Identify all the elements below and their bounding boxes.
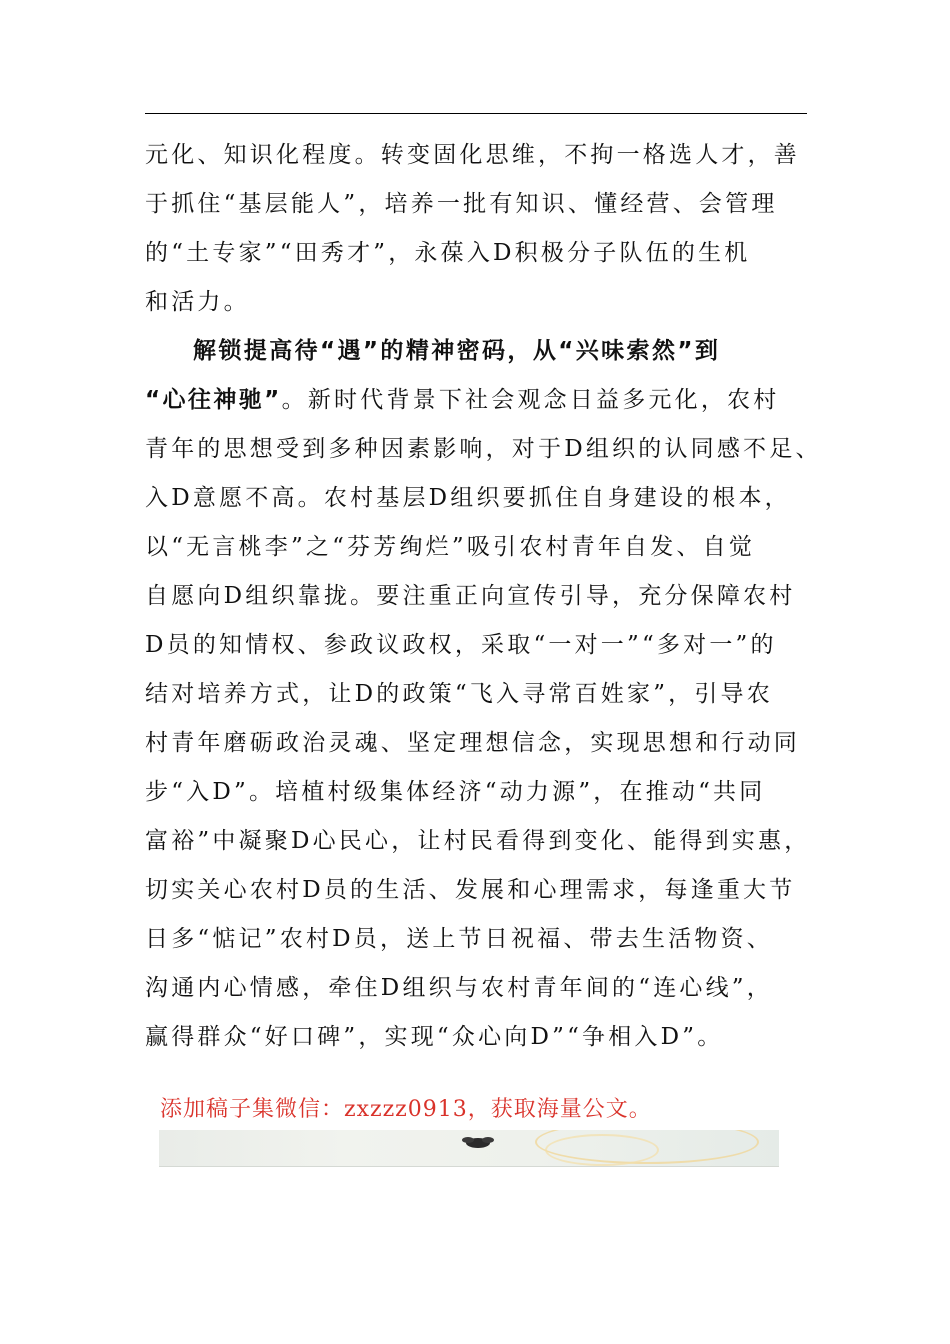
text-line: 富裕”中凝聚D心民心，让村民看得到变化、能得到实惠， — [145, 828, 811, 854]
text-line: 以“无言桃李”之“芬芳绚烂”吸引农村青年自发、自觉 — [145, 534, 756, 560]
header-rule — [145, 113, 807, 114]
text-line: 步“入D”。培植村级集体经济“动力源”，在推动“共同 — [145, 779, 766, 805]
text-line: 于抓住“基层能人”，培养一批有知识、懂经营、会管理 — [145, 191, 778, 217]
text-line: 青年的思想受到多种因素影响，对于D组织的认同感不足、 — [145, 436, 822, 462]
text-line: 日多“惦记”农村D员，送上节日祝福、带去生活物资、 — [145, 926, 773, 952]
text-line: 村青年磨砺政治灵魂、坚定理想信念，实现思想和行动同 — [145, 730, 800, 756]
banner-swirl-decoration — [545, 1134, 659, 1166]
text-line: 和活力。 — [145, 289, 250, 315]
section-heading-line — [145, 327, 809, 376]
text-line: 元化、知识化程度。转变固化思维，不拘一格选人才，善 — [145, 142, 800, 168]
text-line: 结对培养方式，让D的政策“飞入寻常百姓家”，引导农 — [145, 681, 773, 707]
section-heading: 解锁提高待“遇”的精神密码，从“兴味索然”到 — [193, 338, 721, 364]
text-line: 赢得群众“好口碑”，实现“众心向D”“争相入D”。 — [145, 1024, 724, 1050]
text-line: 沟通内心情感，牵住D组织与农村青年间的“连心线”， — [145, 975, 773, 1001]
text-line: 入D意愿不高。农村基层D组织要抓住自身建设的根本， — [145, 485, 791, 511]
text-line: 的“土专家”“田秀才”，永葆入D积极分子队伍的生机 — [145, 240, 751, 266]
document-body — [145, 131, 822, 1062]
text-line: 自愿向D组织靠拢。要注重正向宣传引导，充分保障农村 — [145, 583, 796, 609]
text-line — [145, 376, 809, 425]
ink-bird-icon — [459, 1134, 497, 1150]
text-line-rest: 。新时代背景下社会观念日益多元化，农村 — [281, 387, 780, 413]
text-line: D员的知情权、参政议政权，采取“一对一”“多对一”的 — [145, 632, 777, 658]
text-line: 切实关心农村D员的生活、发展和心理需求，每逢重大节 — [145, 877, 796, 903]
promo-text: 添加稿子集微信：zxzzz0913，获取海量公文。 — [160, 1097, 652, 1122]
section-heading-end: “心往神驰” — [145, 387, 282, 413]
banner-image — [159, 1130, 779, 1167]
